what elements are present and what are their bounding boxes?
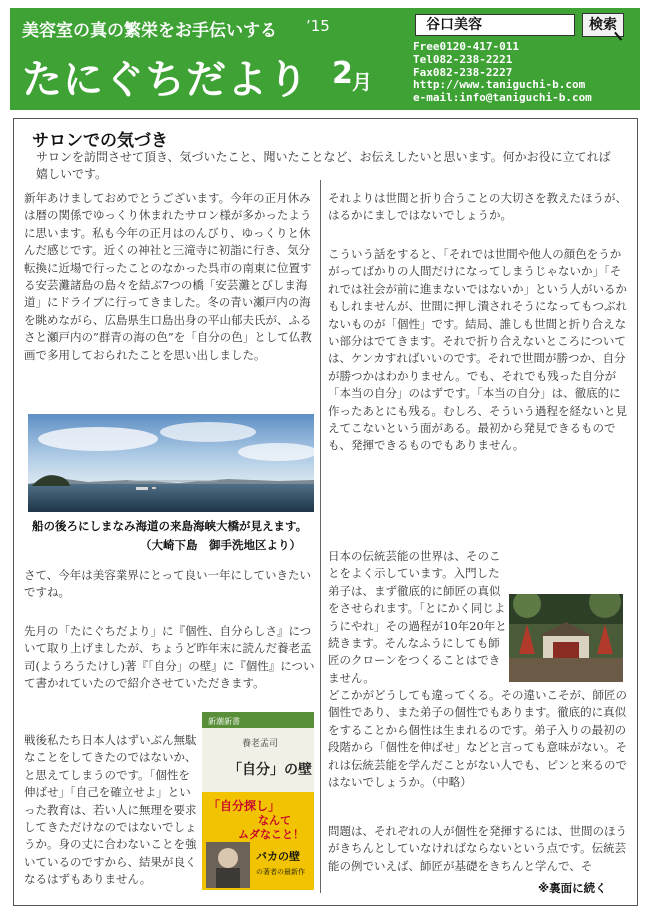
contact-email[interactable]: e-mail:info@taniguchi-b.com [413,91,592,105]
right-paragraph-4: 問題は、それぞれの人が個性を発揮するには、世間のほうがきちんとしていなければならないという点です。伝統芸能の例でいえば、師匠が基礎をきちんと学んで、そ [328,824,627,873]
photo-credit: （大崎下島 御手洗地区より） [140,538,301,552]
contact-fax: Fax082-238-2227 [413,65,513,79]
contact-block [413,41,592,105]
month-unit: 月 [352,70,372,94]
book-title: 「自分」の壁 [228,762,312,778]
book-sub-title: バカの壁 [256,850,300,863]
book-series: 新潮新書 [208,717,240,726]
right-paragraph-1: それよりは世間と折り合うことの大切さを教えたほうが、はるかにましではないでしょうか。 [328,191,627,223]
month-number: 2 [332,56,353,91]
left-paragraph-1: 新年あけましておめでとうございます。今年の正月休みは暦の関係でゆっくり休まれたサロン様が多かったように思います。私も今年の正月はのんびり、ゆっくりと休んだ感じです。近くの神社と三滝寺に初詣に行き、気分転換に近場で行ったことのなかった呉市の南東に位置する安芸灘諸島の島々を結ぶ7つの橋「安芸灘とびしま海道」にドライブに行ってきました。冬の青い瀬戸内の海を眺めながら、広島県生口島出身の平山郁夫氏が、ふるさと瀬戸内の”群青の海の色”を「自分の色」として仏教画で多用しておられたことを思い出しました。 [24,191,312,362]
book-author: 養老孟司 [242,739,279,749]
photo-caption: 船の後ろにしまなみ海道の来島海峡大橋が見えます。 [32,519,308,533]
search-button[interactable]: 検索 [582,13,624,37]
contact-free: Free0120-417-011 [413,40,519,53]
left-paragraph-4: 戦後私たち日本人はずいぶん無駄なことをしてきたのではないか、と思えてしまうのです。「個性を伸ばせ」「自己を確立せよ」といった教育は、若い人に無理を要求してきただけなのではないでしょうか。身の丈に合わないことを強いているのですから、結果が良くなるはずもありません。 [24,733,197,887]
contact-url[interactable]: http://www.taniguchi-b.com [413,78,586,92]
book-band-line1: 「自分探し」 [208,799,281,813]
left-paragraph-2: さて、今年は美容業界にとって良い一年にしていきたいですね。 [24,568,312,600]
contact-tel: Tel082-238-2221 [413,52,513,66]
right-paragraph-3a-text: 日本の伝統芸能の世界は、そのことをよく示しています。入門した弟子は、まず徹底的に師匠の真似をさせられます。「とにかく同じようにやれ」その過程が10年20年と続きます。そんなふうにしても師匠のクローンをつくることはできません。 [328,549,507,685]
stage-photo [509,594,623,682]
article-intro: サロンを訪問させて頂き、気づいたこと、聞いたことなど、お伝えしたいと思います。何かお役に立てれば嬉しいです。 [36,150,611,181]
continued-note: ※裏面に続く [538,881,607,895]
left-paragraph-3: 先月の「たにぐちだより」に『個性、自分らしさ』について取り上げましたが、ちょうど昨年末に読んだ養老孟司(ようろうたけし)著『「自分」の壁』に『個性』について書かれていたので紹介させていただきます。 [24,624,315,691]
article-title: サロンでの気づき [32,131,168,151]
right-paragraph-2: こういう話をすると、「それでは世間や他人の顔色をうかがってばかりの人間だけになってしまうじゃないか」「それでは社会が前に進まないではないか」という人がいるかもしれませんが、世間に押し潰されそうになってもつぶれないものが「個性」です。結局、誰しも世間と折り合えない部分はでてきます。それで折り合えないところについては、ケンカすればいいのです。それで世間が勝つか、自分が勝つかはわかりません。でも、それでも残った自分が「本当の自分」のはずです。「本当の自分」は、徹底的に作ったあとにも残る。むしろ、そういう過程を経ないと見えてこないという面がある。最初から発見できるものでも、発揮できるものでもありません。 [328,247,627,453]
search-input[interactable]: 谷口美容 [415,14,575,36]
tagline: 美容室の真の繁栄をお手伝いする [22,21,277,41]
year-label: ’15 [306,17,330,35]
book-sub-caption: の著者の最新作 [256,868,305,876]
seascape-photo [28,414,314,512]
book-band-line2: なんて [258,814,291,827]
book-cover [202,712,314,890]
newsletter-title: たにぐちだより [22,57,309,103]
column-divider [320,180,321,893]
right-paragraph-3b: どこかがどうしても違ってくる。その違いこそが、師匠の個性であり、また弟子の個性でもあります。徹底的に真似をすることから個性は生まれるのです。弟子入りの最初の段階から「個性を伸ばせ」などと言っても意味がない。それは伝統芸能を学んだことがない人でも、ピンと来るのではないでしょうか。（中略） [328,688,627,790]
book-band-line3: ムダなこと！ [238,828,304,841]
